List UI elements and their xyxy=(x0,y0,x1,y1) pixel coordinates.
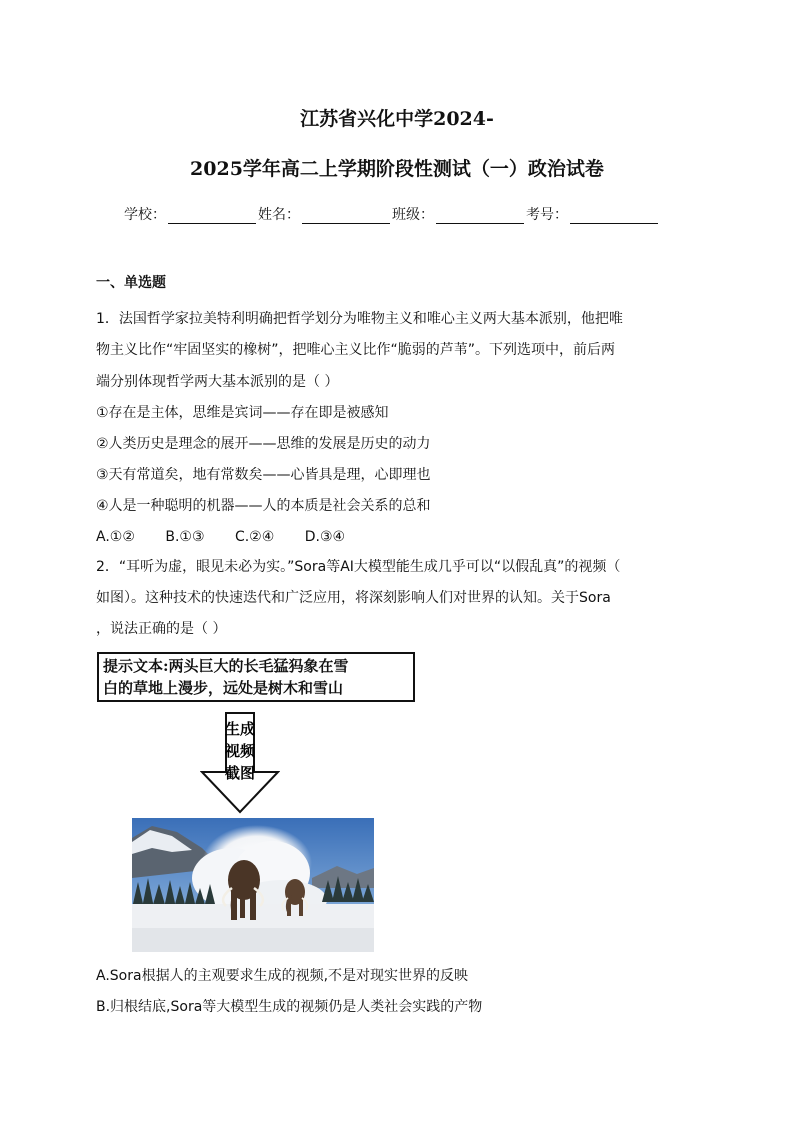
q1-option-b[interactable]: B.①③ xyxy=(165,529,205,545)
prompt-text-line1: 提示文本:两头巨大的长毛猛犸象在雪 xyxy=(103,657,349,675)
arrow-label-line3: 截图 xyxy=(224,764,256,782)
q1-options xyxy=(96,527,371,547)
q1-item-2: ②人类历史是理念的展开——思维的发展是历史的动力 xyxy=(96,436,431,452)
mammoth-video-screenshot xyxy=(132,818,374,952)
q2-stem-line3: ，说法正确的是（ ） xyxy=(96,621,227,637)
exam-title-line1: 江苏省兴化中学2024- xyxy=(300,108,494,130)
q2-stem-line1: 2．“耳听为虚，眼见未必为实。”Sora等AI大模型能生成几乎可以“以假乱真”的视频（ xyxy=(96,559,621,575)
number-blank[interactable] xyxy=(570,209,658,224)
prompt-text-box xyxy=(97,652,415,702)
number-label: 考号： xyxy=(526,207,568,223)
exam-title-line2: 2025学年高二上学期阶段性测试（一）政治试卷 xyxy=(190,158,604,180)
q1-item-3: ③天有常道矣，地有常数矣——心皆具是理，心即理也 xyxy=(96,467,431,483)
arrow-label-line1: 生成 xyxy=(224,720,256,738)
q1-option-a[interactable]: A.①② xyxy=(96,529,135,545)
school-label: 学校： xyxy=(124,207,166,223)
q1-stem-line3: 端分别体现哲学两大基本派别的是（ ） xyxy=(96,374,339,390)
q2-option-b[interactable]: B.归根结底,Sora等大模型生成的视频仍是人类社会实践的产物 xyxy=(96,999,483,1015)
q1-stem-line1: 1．法国哲学家拉美特利明确把哲学划分为唯物主义和唯心主义两大基本派别，他把唯 xyxy=(96,311,623,327)
q1-stem-line2: 物主义比作“牢固坚实的橡树”，把唯心主义比作“脆弱的芦苇”。下列选项中，前后两 xyxy=(96,342,616,358)
school-blank[interactable] xyxy=(168,209,256,224)
q1-item-1: ①存在是主体，思维是宾词——存在即是被感知 xyxy=(96,405,389,421)
arrow-label-line2: 视频 xyxy=(224,742,256,760)
prompt-text-line2: 白的草地上漫步，远处是树木和雪山 xyxy=(103,679,344,697)
class-label: 班级： xyxy=(392,207,434,223)
down-arrow-icon xyxy=(200,712,280,814)
q1-option-c[interactable]: C.②④ xyxy=(234,529,275,545)
class-blank[interactable] xyxy=(436,209,524,224)
q2-stem-line2: 如图）。这种技术的快速迭代和广泛应用，将深刻影响人们对世界的认知。关于Sora xyxy=(96,590,611,606)
section-title: 一、单选题 xyxy=(96,275,166,291)
name-blank[interactable] xyxy=(302,209,390,224)
q2-option-a[interactable]: A.Sora根据人的主观要求生成的视频,不是对现实世界的反映 xyxy=(96,968,469,984)
student-info-row xyxy=(124,204,660,224)
q1-option-d[interactable]: D.③④ xyxy=(304,529,346,545)
q1-item-4: ④人是一种聪明的机器——人的本质是社会关系的总和 xyxy=(96,498,431,514)
name-label: 姓名： xyxy=(258,207,300,223)
